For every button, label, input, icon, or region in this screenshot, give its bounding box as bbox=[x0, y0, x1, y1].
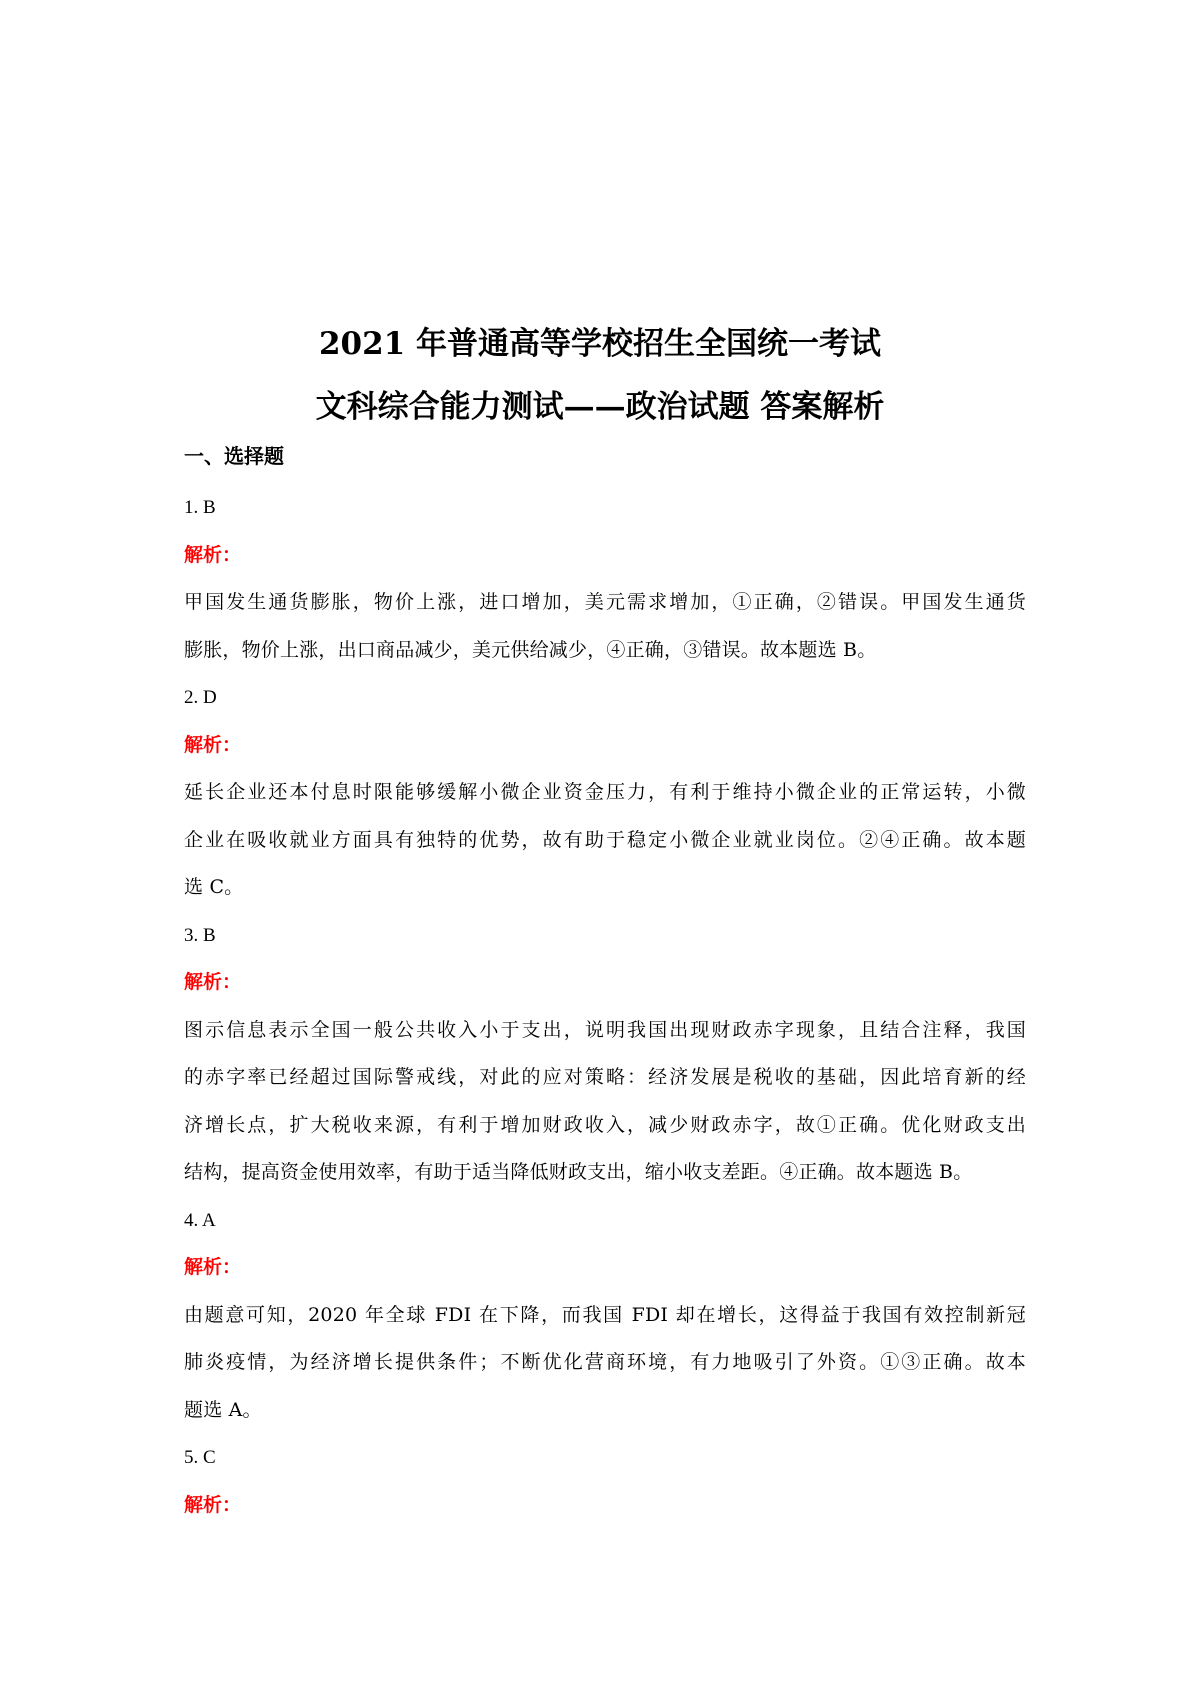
question-block bbox=[184, 1197, 1026, 1435]
analysis-line: 肺炎疫情，为经济增长提供条件；不断优化营商环境，有力地吸引了外资。①③正确。故本 bbox=[184, 1351, 1026, 1373]
analysis-label: 解析： bbox=[184, 1493, 242, 1516]
section-heading: 一、选择题 bbox=[184, 444, 284, 468]
analysis-line: 延长企业还本付息时限能够缓解小微企业资金压力，有利于维持小微企业的正常运转，小微 bbox=[184, 781, 1026, 803]
analysis-line: 图示信息表示全国一般公共收入小于支出，说明我国出现财政赤字现象，且结合注释，我国 bbox=[184, 1018, 1026, 1041]
analysis-line: 由题意可知，2020 年全球 FDI 在下降，而我国 FDI 却在增长，这得益于我国有效控制新冠 bbox=[184, 1303, 1026, 1326]
analysis-line: 结构，提高资金使用效率，有助于适当降低财政支出，缩小收支差距。④正确。故本题选 B。 bbox=[184, 1161, 973, 1183]
analysis-label: 解析： bbox=[184, 543, 242, 566]
answer-list bbox=[184, 484, 1026, 1529]
document-subtitle: 文科综合能力测试——政治试题 答案解析 bbox=[315, 389, 885, 425]
analysis-line: 济增长点，扩大税收来源，有利于增加财政收入，减少财政赤字，故①正确。优化财政支出 bbox=[184, 1113, 1026, 1136]
answer-label: 1. B bbox=[184, 497, 216, 518]
answer-label: 4. A bbox=[184, 1209, 216, 1231]
analysis-line: 企业在吸收就业方面具有独特的优势，故有助于稳定小微企业就业岗位。②④正确。故本题 bbox=[184, 828, 1026, 851]
document-title: 2021 年普通高等学校招生全国统一考试 bbox=[318, 326, 882, 362]
answer-label: 5. C bbox=[184, 1447, 216, 1468]
analysis-line: 膨胀，物价上涨，出口商品减少，美元供给减少，④正确，③错误。故本题选 B。 bbox=[184, 638, 877, 661]
analysis-line: 选 C。 bbox=[184, 876, 244, 898]
analysis-line: 的赤字率已经超过国际警戒线，对此的应对策略：经济发展是税收的基础，因此培育新的经 bbox=[184, 1066, 1026, 1088]
answer-label: 3. B bbox=[184, 924, 216, 946]
analysis-label: 解析： bbox=[184, 971, 242, 993]
analysis-line: 题选 A。 bbox=[184, 1398, 262, 1421]
question-block bbox=[184, 484, 1026, 674]
analysis-line: 甲国发生通货膨胀，物价上涨，进口增加，美元需求增加，①正确，②错误。甲国发生通货 bbox=[184, 591, 1026, 613]
question-block bbox=[184, 674, 1026, 912]
answer-label: 2. D bbox=[184, 687, 217, 708]
question-block bbox=[184, 912, 1026, 1197]
analysis-label: 解析： bbox=[184, 733, 242, 756]
question-block bbox=[184, 1434, 1026, 1529]
analysis-label: 解析： bbox=[184, 1256, 242, 1278]
